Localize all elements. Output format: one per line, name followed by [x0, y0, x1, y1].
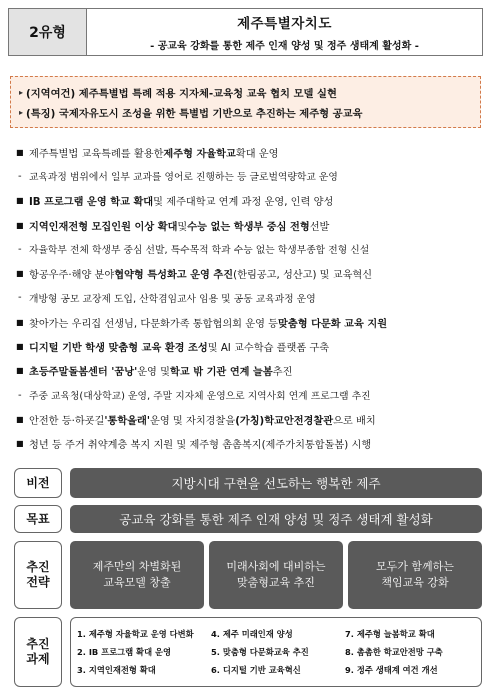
bold-text: IB 프로그램 운영 학교 확대	[29, 197, 154, 209]
sub-item	[16, 383, 486, 407]
bullet-item	[16, 432, 486, 456]
vision-label: 비전	[14, 468, 62, 498]
item-text: 안전한 등·하굣길	[29, 415, 105, 427]
goal-row	[14, 505, 482, 533]
strategy-cards	[70, 541, 482, 609]
item-text: 선발	[309, 221, 330, 233]
sub-item	[16, 164, 486, 188]
tasks-column	[211, 625, 341, 679]
strategy-card: 미래사회에 대비하는 맞춤형교육 추진	[209, 541, 343, 609]
header-table	[8, 8, 483, 56]
bullet-item	[16, 310, 486, 334]
tasks-box	[70, 617, 482, 687]
context-text: (특징) 국제자유도시 조성을 위한 특별법 기반으로 추진하는 제주형 공교육	[26, 107, 363, 120]
goal-label: 목표	[14, 505, 62, 533]
sub-item	[16, 237, 486, 261]
dash-marker-icon: -	[18, 170, 22, 182]
bold-text: 맞춤형 다문화 교육 지원	[278, 318, 388, 330]
bold-text: '통학올래'	[104, 415, 150, 427]
strategy-label: 추진 전략	[14, 541, 62, 609]
task-item: 3. 지역인재전형 확대	[77, 665, 156, 675]
square-bullet-icon: ■	[16, 439, 24, 449]
item-text: 주중 교육청(대상학교) 운영, 주말 지자체 운영으로 지역사회 연계 프로그램 추진	[29, 391, 371, 403]
goal-bar: 공교육 강화를 통한 제주 인재 양성 및 정주 생태계 활성화	[70, 505, 482, 533]
strategy-card: 제주만의 차별화된 교육모델 창출	[70, 541, 204, 609]
strategy-row	[14, 541, 482, 609]
square-bullet-icon: ■	[16, 196, 24, 206]
tasks-column	[345, 625, 475, 679]
item-text: 자율학부 전체 학생부 중심 선발, 특수목적 학과 수능 없는 학생부종합 전형 신설	[29, 245, 370, 257]
tasks-column	[77, 625, 207, 679]
bullet-item	[16, 407, 486, 431]
item-list	[16, 140, 486, 456]
bold-text: 수능 없는 학생부 중심 전형	[187, 221, 310, 233]
context-box	[10, 76, 481, 128]
dash-marker-icon: -	[18, 243, 22, 255]
square-bullet-icon: ■	[16, 414, 24, 424]
task-item: 6. 디지털 기반 교육혁신	[211, 665, 301, 675]
bold-text: 디지털 기반 학생 맞춤형 교육 환경 조성	[29, 343, 208, 355]
page-title: 제주특별자치도	[237, 16, 332, 32]
item-text: 개방형 공모 교장제 도입, 산학겸임교사 임용 및 공동 교육과정 운영	[29, 293, 316, 305]
item-text: 및	[177, 221, 188, 233]
strategy-card: 모두가 함께하는 책임교육 강화	[348, 541, 482, 609]
item-text: 확대 운영	[235, 148, 279, 160]
vision-bar: 지방시대 구현을 선도하는 행복한 제주	[70, 468, 482, 498]
square-bullet-icon: ■	[16, 366, 24, 376]
bullet-item	[16, 261, 486, 285]
sub-item	[16, 286, 486, 310]
type-label: 2유형	[9, 9, 87, 55]
item-text: 으로 배치	[333, 415, 376, 427]
task-item: 2. IB 프로그램 확대 운영	[77, 647, 172, 657]
tasks-label: 추진 과제	[14, 617, 62, 687]
square-bullet-icon: ■	[16, 269, 24, 279]
item-text: 찾아가는 우리집 선생님, 다문화가족 통합협의회 운영 등	[29, 318, 279, 330]
context-line	[19, 85, 472, 100]
square-bullet-icon: ■	[16, 317, 24, 327]
square-bullet-icon: ■	[16, 220, 24, 230]
item-text: 청년 등 주거 취약계층 복지 지원 및 제주형 촘촘복지(제주가치통합돌봄) 시행	[29, 440, 372, 452]
item-text: 항공우주·해양 분야	[29, 270, 115, 282]
bullet-item	[16, 213, 486, 237]
task-item: 9. 정주 생태계 여건 개선	[345, 665, 438, 675]
dash-marker-icon: -	[18, 292, 22, 304]
item-text: 및 제주대학교 연계 과정 운영, 인력 양성	[153, 197, 334, 209]
context-text: (지역여건) 제주특별법 특례 적용 지자체-교육청 교육 협치 모델 실현	[26, 87, 337, 100]
bullet-item	[16, 140, 486, 164]
vision-row	[14, 468, 482, 498]
item-text: (한림공고, 성산고) 및 교육혁신	[233, 270, 373, 282]
context-line	[19, 105, 472, 120]
triangle-bullet-icon: ▸	[19, 87, 24, 97]
item-text: 및 AI 교수학습 플랫폼 구축	[207, 343, 330, 355]
bold-text: 제주형 자율학교	[163, 148, 236, 160]
bold-text: 초등주말돌봄센터 '꿈낭'	[29, 367, 138, 379]
title-cell	[87, 9, 482, 55]
bold-text: 학교 밖 기관 연계 늘봄	[169, 367, 273, 379]
task-item: 7. 제주형 늘봄학교 확대	[345, 629, 435, 639]
bold-text: 협약형 특성화고 운영 추진	[114, 270, 234, 282]
square-bullet-icon: ■	[16, 147, 24, 157]
bold-text: 지역인재전형 모집인원 이상 확대	[29, 221, 178, 233]
task-item: 1. 제주형 자율학교 운영 다변화	[77, 629, 194, 639]
triangle-bullet-icon: ▸	[19, 107, 24, 117]
bullet-item	[16, 189, 486, 213]
dash-marker-icon: -	[18, 389, 22, 401]
item-text: 운영 및	[137, 367, 170, 379]
item-text: 교육과정 범위에서 일부 교과를 영어로 진행하는 등 글로벌역량학교 운영	[29, 172, 338, 184]
task-item: 4. 제주 미래인재 양성	[211, 629, 293, 639]
bold-text: (가칭)학교안전경찰관	[235, 415, 334, 427]
square-bullet-icon: ■	[16, 342, 24, 352]
item-text: 운영 및 자치경찰을	[149, 415, 236, 427]
page-subtitle: - 공교육 강화를 통한 제주 인재 양성 및 정주 생태계 활성화 -	[150, 41, 419, 52]
strategy-diagram	[14, 468, 482, 687]
task-item: 8. 촘촘한 학교안전망 구축	[345, 647, 443, 657]
item-text: 제주특별법 교육특례를 활용한	[29, 148, 164, 160]
task-item: 5. 맞춤형 다문화교육 추진	[211, 647, 309, 657]
bullet-item	[16, 334, 486, 358]
bullet-item	[16, 359, 486, 383]
item-text: 추진	[272, 367, 293, 379]
tasks-row	[14, 617, 482, 687]
